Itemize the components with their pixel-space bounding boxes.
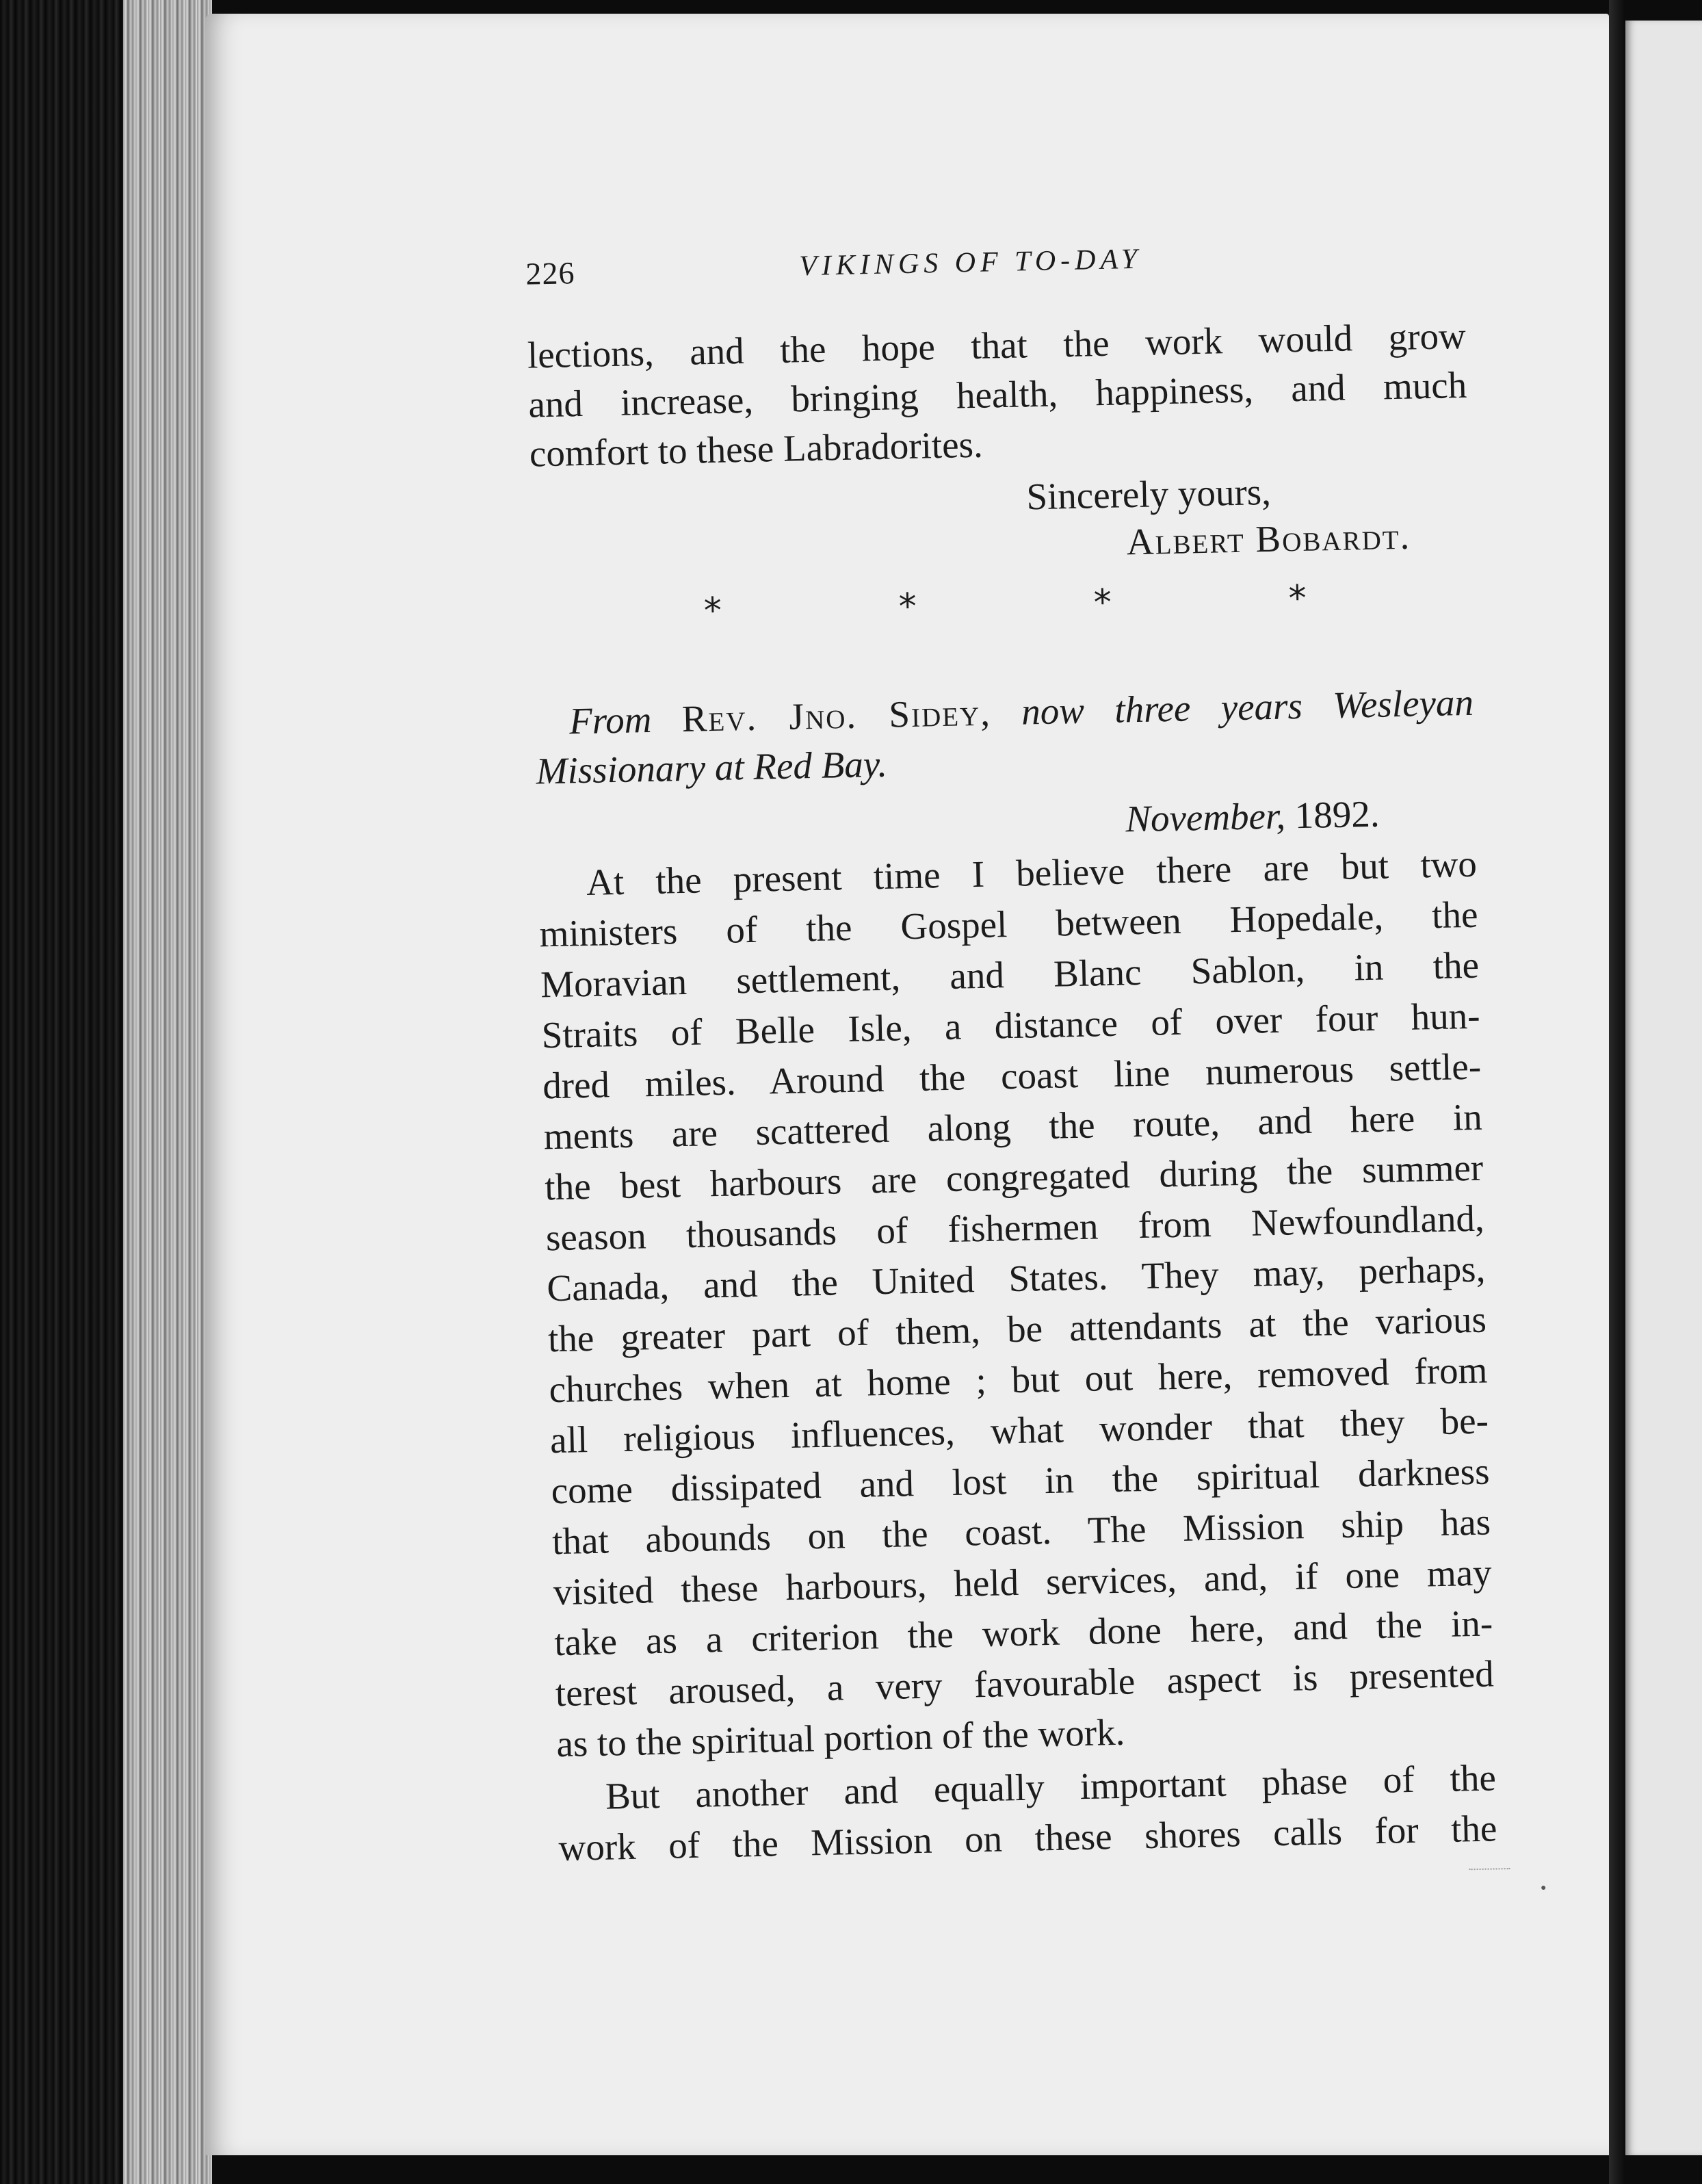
text-line: the best harbours are congregated during the summer [544,1146,1484,1208]
letter-date [1125,792,1380,841]
text-line: come dissipated and lost in the spiritual darkness [551,1450,1491,1512]
page-content [315,0,1550,2183]
running-title: VIKINGS OF TO-DAY [798,243,1142,283]
text-line: At the present time I believe there are but two [586,842,1478,903]
text-line: churches when at home ; but out here, removed from [548,1349,1488,1411]
separator-star: * [1288,577,1307,620]
page-mark [1541,1886,1545,1890]
date-year: 1892. [1294,792,1380,837]
text-line: visited these harbours, held services, and, if one may [553,1551,1493,1613]
page-number: 226 [525,255,575,291]
letter-signature: Albert Bobardt. [1126,515,1411,563]
text-line: lections, and the hope that the work would grow [527,314,1467,376]
text-line: take as a criterion the work done here, and the in- [553,1602,1493,1664]
letter-closing: Sincerely yours, [1025,470,1272,518]
text-line: Straits of Belle Isle, a distance of over four hun- [541,994,1481,1056]
text-line: that abounds on the coast. The Mission ship has [551,1500,1491,1563]
text-line: comfort to these Labradorites. [529,423,984,475]
section-separator [532,575,1471,636]
text-line: Moravian settlement, and Blanc Sablon, in the [540,944,1480,1006]
text-line: and increase, bringing health, happiness, and much [527,363,1467,426]
text-line: the greater part of them, be attendants at the various [547,1298,1487,1360]
text-line: But another and equally important phase of the [605,1756,1497,1817]
from-label: From [568,698,652,742]
book-spine [0,0,123,2184]
date-month: November, [1125,794,1286,840]
separator-star: * [703,590,722,632]
text-line: Canada, and the United States. They may, perhaps, [546,1247,1486,1310]
separator-star: * [898,586,917,628]
page-mark [1469,1868,1510,1871]
page-edges [123,0,212,2184]
author-description: now three years Wesleyan [1021,681,1474,733]
text-line: terest aroused, a very favourable aspect is presented [555,1652,1495,1715]
text-line: work of the Mission on these shores calls for the [558,1807,1497,1869]
text-line: dred miles. Around the coast line numerous settle- [542,1045,1482,1107]
text-line: ments are scattered along the route, and here in [543,1095,1483,1158]
text-line: all religious influences, what wonder that they be- [549,1399,1489,1461]
separator-star: * [1093,582,1112,624]
text-line: as to the spiritual portion of the work. [555,1711,1125,1765]
gutter [1609,0,1625,2184]
running-head [525,235,1511,296]
author-description-continued: Missionary at Red Bay. [536,742,888,792]
text-line: season thousands of fishermen from Newfoundland, [545,1197,1485,1259]
facing-page [1625,21,1702,2155]
letter-author: Rev. Jno. Sidey, [681,691,992,740]
text-line: ministers of the Gospel between Hopedale, the [539,893,1478,955]
